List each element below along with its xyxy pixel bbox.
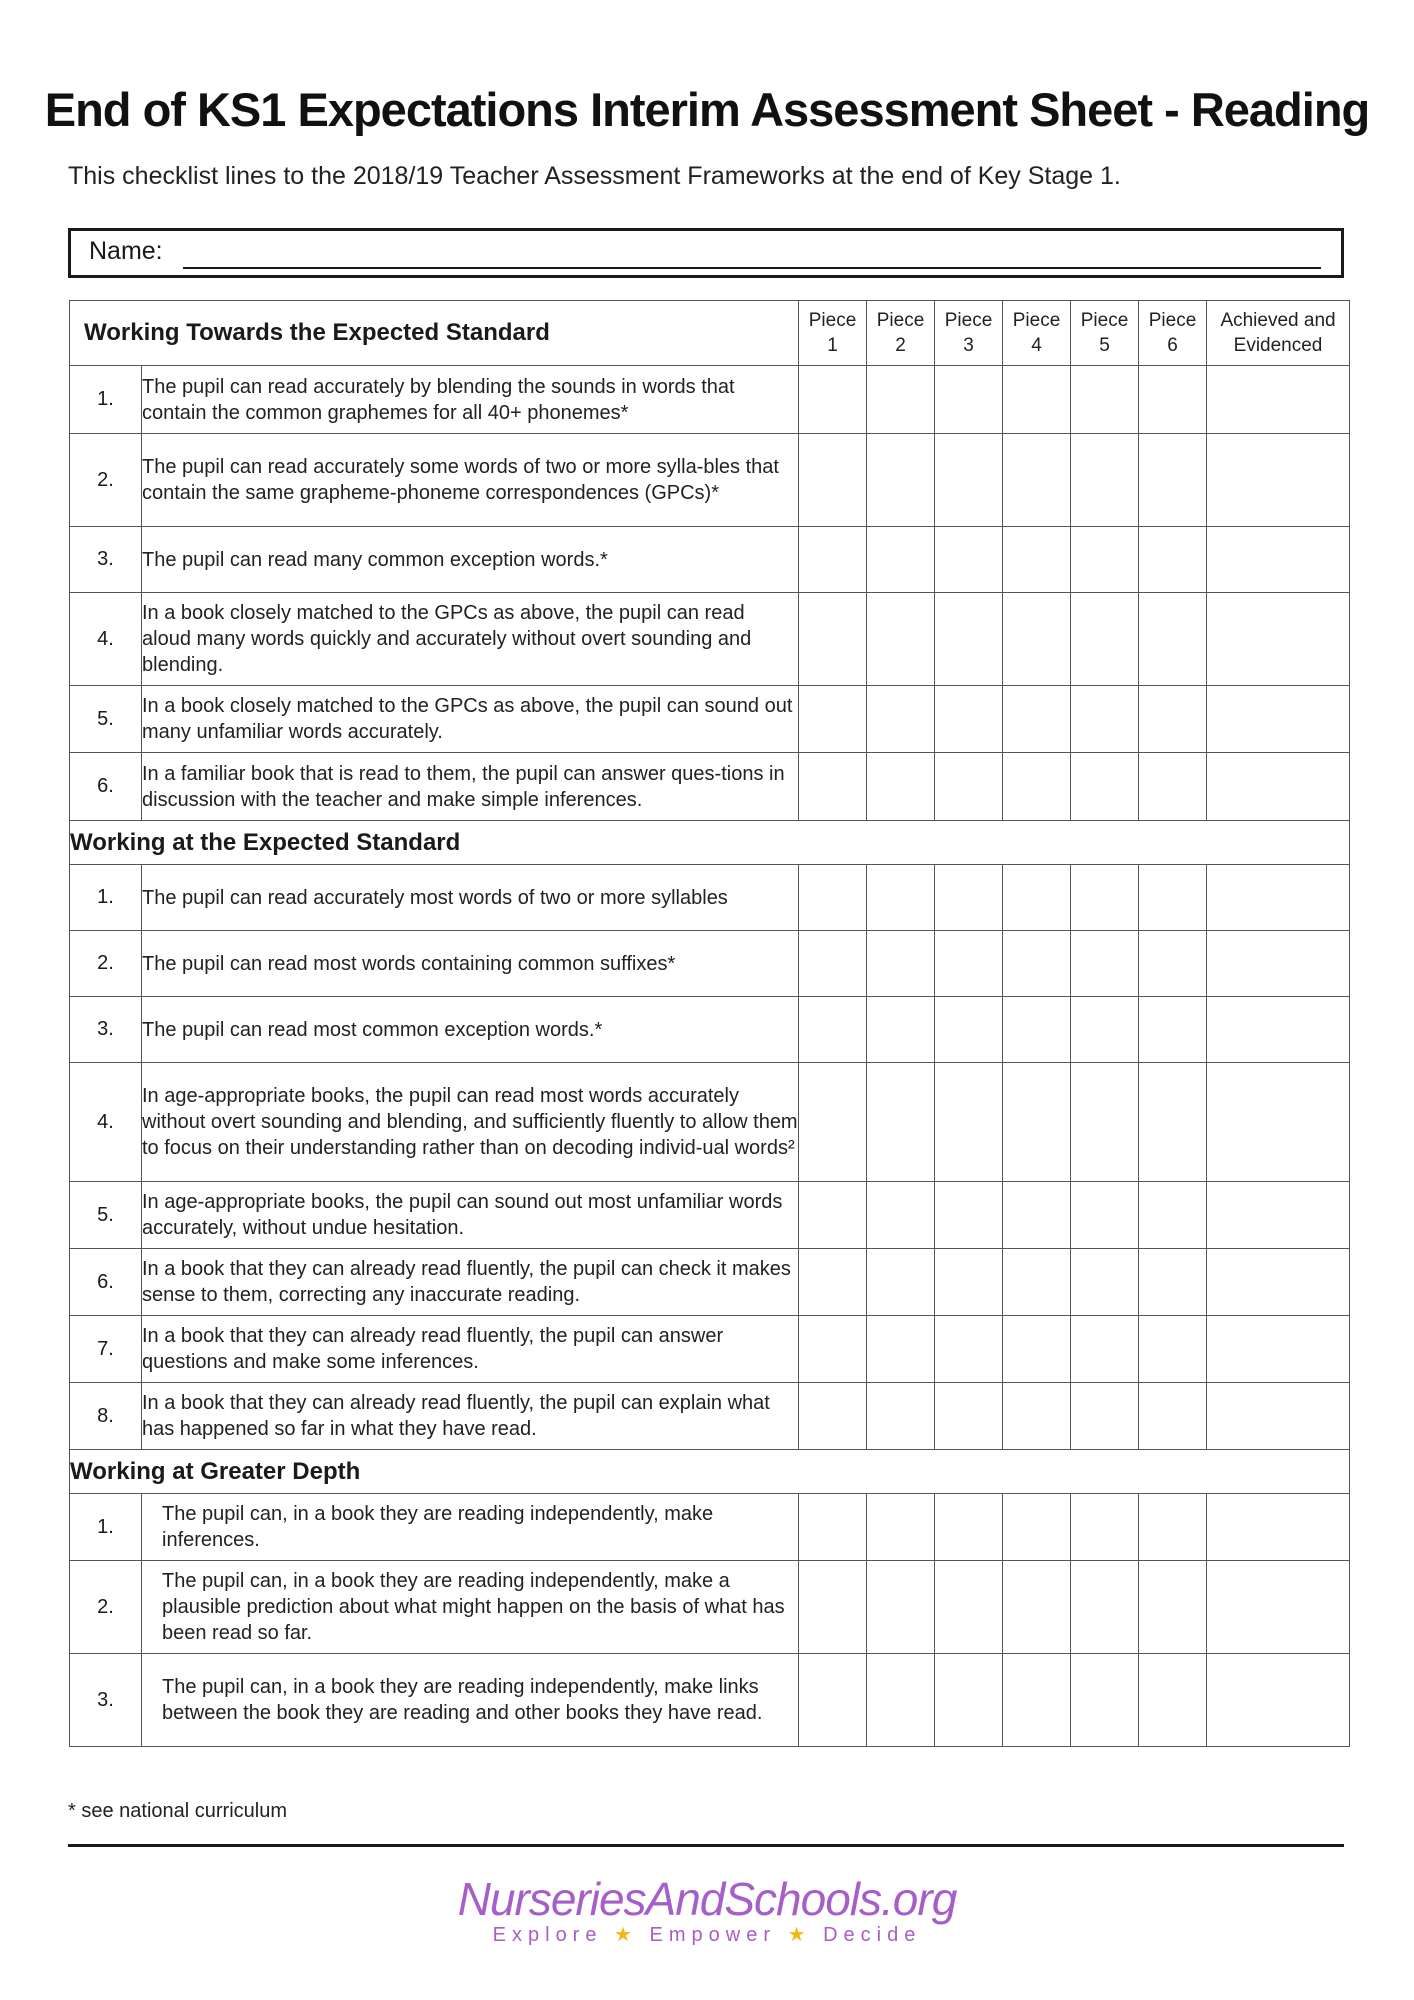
tagline-decide: Decide: [823, 1924, 922, 1946]
tagline-explore: Explore: [492, 1924, 603, 1946]
item-number: 5.: [70, 1182, 142, 1249]
piece-1-cell[interactable]: [799, 527, 867, 593]
achieved-cell[interactable]: [1207, 997, 1350, 1063]
piece-3-cell[interactable]: [935, 686, 1003, 753]
table-row: [70, 686, 1350, 753]
item-description: The pupil can, in a book they are reading independently, make inferences.: [142, 1494, 799, 1561]
item-number: 2.: [70, 931, 142, 997]
piece-3-cell[interactable]: [935, 1494, 1003, 1561]
achieved-cell[interactable]: [1207, 1316, 1350, 1383]
piece-5-cell[interactable]: [1071, 527, 1139, 593]
piece-6-cell[interactable]: [1139, 931, 1207, 997]
assessment-table: [69, 300, 1350, 1747]
piece-6-cell[interactable]: [1139, 997, 1207, 1063]
piece-1-cell[interactable]: [799, 997, 867, 1063]
achieved-cell[interactable]: [1207, 686, 1350, 753]
achieved-label-line1: Achieved and: [1220, 310, 1336, 331]
piece-5-cell[interactable]: [1071, 366, 1139, 434]
piece-3-cell[interactable]: [935, 434, 1003, 527]
item-number: 5.: [70, 686, 142, 753]
piece-3-cell[interactable]: [935, 1249, 1003, 1316]
piece-6-cell[interactable]: [1139, 593, 1207, 686]
piece-5-cell[interactable]: [1071, 686, 1139, 753]
achieved-cell[interactable]: [1207, 931, 1350, 997]
piece-1-cell[interactable]: [799, 593, 867, 686]
piece-2-cell[interactable]: [867, 686, 935, 753]
piece-3-cell[interactable]: [935, 997, 1003, 1063]
piece-4-cell[interactable]: [1003, 1494, 1071, 1561]
piece-3-cell[interactable]: [935, 593, 1003, 686]
column-header-achieved: [1207, 301, 1350, 366]
achieved-cell[interactable]: [1207, 1063, 1350, 1182]
piece-4-cell[interactable]: [1003, 527, 1071, 593]
piece-6-cell[interactable]: [1139, 527, 1207, 593]
piece-3-cell[interactable]: [935, 1561, 1003, 1654]
piece-6-cell[interactable]: [1139, 686, 1207, 753]
piece-6-cell[interactable]: [1139, 865, 1207, 931]
piece-5-cell[interactable]: [1071, 434, 1139, 527]
item-number: 2.: [70, 1561, 142, 1654]
item-number: 3.: [70, 527, 142, 593]
piece-4-cell[interactable]: [1003, 1182, 1071, 1249]
piece-3-cell[interactable]: [935, 1654, 1003, 1747]
piece-number: 3: [963, 335, 974, 356]
piece-2-cell[interactable]: [867, 1182, 935, 1249]
piece-2-cell[interactable]: [867, 434, 935, 527]
name-input-line[interactable]: [183, 267, 1321, 269]
piece-number: 4: [1031, 335, 1042, 356]
achieved-cell[interactable]: [1207, 865, 1350, 931]
achieved-cell[interactable]: [1207, 1182, 1350, 1249]
piece-5-cell[interactable]: [1071, 1561, 1139, 1654]
piece-4-cell[interactable]: [1003, 1561, 1071, 1654]
piece-6-cell[interactable]: [1139, 1316, 1207, 1383]
column-header-piece-1: [799, 301, 867, 366]
achieved-cell[interactable]: [1207, 1561, 1350, 1654]
item-description: In a book that they can already read fluently, the pupil can answer questions and make some inferences.: [142, 1316, 799, 1383]
piece-5-cell[interactable]: [1071, 997, 1139, 1063]
table-row: [70, 593, 1350, 686]
piece-1-cell[interactable]: [799, 1561, 867, 1654]
item-number: 8.: [70, 1383, 142, 1450]
item-description: In age-appropriate books, the pupil can sound out most unfamiliar words accurately, without undue hesitation.: [142, 1182, 799, 1249]
piece-6-cell[interactable]: [1139, 366, 1207, 434]
piece-6-cell[interactable]: [1139, 1494, 1207, 1561]
footer-divider: [68, 1844, 1344, 1847]
star-icon: ★: [614, 1924, 638, 1946]
table-row: [70, 931, 1350, 997]
piece-4-cell[interactable]: [1003, 865, 1071, 931]
piece-3-cell[interactable]: [935, 1063, 1003, 1182]
item-description: In a book that they can already read fluently, the pupil can check it makes sense to them, correcting any inaccurate reading.: [142, 1249, 799, 1316]
item-description: In a book that they can already read fluently, the pupil can explain what has happened so far in what they have read.: [142, 1383, 799, 1450]
piece-6-cell[interactable]: [1139, 1654, 1207, 1747]
name-field-box[interactable]: [68, 228, 1344, 278]
piece-4-cell[interactable]: [1003, 997, 1071, 1063]
star-icon: ★: [787, 1924, 812, 1946]
item-description: In a book closely matched to the GPCs as above, the pupil can sound out many unfamiliar words accurately.: [142, 686, 799, 753]
piece-5-cell[interactable]: [1071, 865, 1139, 931]
table-row: [70, 434, 1350, 527]
table-row: [70, 865, 1350, 931]
piece-1-cell[interactable]: [799, 1182, 867, 1249]
item-number: 3.: [70, 1654, 142, 1747]
piece-1-cell[interactable]: [799, 1494, 867, 1561]
piece-2-cell[interactable]: [867, 1561, 935, 1654]
piece-5-cell[interactable]: [1071, 753, 1139, 821]
piece-4-cell[interactable]: [1003, 753, 1071, 821]
piece-5-cell[interactable]: [1071, 1063, 1139, 1182]
item-description: The pupil can, in a book they are reading independently, make a plausible prediction about what might happen on the basis of what has been read so far.: [142, 1561, 799, 1654]
piece-2-cell[interactable]: [867, 1654, 935, 1747]
name-label: Name:: [89, 237, 163, 265]
piece-2-cell[interactable]: [867, 1063, 935, 1182]
piece-4-cell[interactable]: [1003, 366, 1071, 434]
table-row: [70, 1654, 1350, 1747]
column-header-piece-2: [867, 301, 935, 366]
piece-2-cell[interactable]: [867, 1383, 935, 1450]
piece-number: 5: [1099, 335, 1110, 356]
piece-3-cell[interactable]: [935, 1182, 1003, 1249]
piece-6-cell[interactable]: [1139, 1249, 1207, 1316]
achieved-cell[interactable]: [1207, 1494, 1350, 1561]
piece-5-cell[interactable]: [1071, 1249, 1139, 1316]
piece-number: 1: [827, 335, 838, 356]
item-description: The pupil can read many common exception words.*: [142, 527, 799, 593]
footnote: * see national curriculum: [68, 1800, 287, 1822]
piece-1-cell[interactable]: [799, 686, 867, 753]
piece-1-cell[interactable]: [799, 1249, 867, 1316]
piece-2-cell[interactable]: [867, 753, 935, 821]
achieved-cell[interactable]: [1207, 593, 1350, 686]
piece-3-cell[interactable]: [935, 527, 1003, 593]
item-description: In a familiar book that is read to them, the pupil can answer ques-tions in discussion with the teacher and make simple inferences.: [142, 753, 799, 821]
achieved-cell[interactable]: [1207, 753, 1350, 821]
piece-6-cell[interactable]: [1139, 434, 1207, 527]
piece-1-cell[interactable]: [799, 931, 867, 997]
piece-5-cell[interactable]: [1071, 1494, 1139, 1561]
achieved-cell[interactable]: [1207, 366, 1350, 434]
column-header-piece-3: [935, 301, 1003, 366]
piece-1-cell[interactable]: [799, 1654, 867, 1747]
item-description: In age-appropriate books, the pupil can read most words accurately without overt sounding and blending, and sufficiently fluently to allow them to focus on their understanding rather than on decoding individ-ual words²: [142, 1063, 799, 1182]
piece-2-cell[interactable]: [867, 1494, 935, 1561]
piece-label: Piece: [1080, 310, 1129, 331]
piece-1-cell[interactable]: [799, 1316, 867, 1383]
achieved-cell[interactable]: [1207, 434, 1350, 527]
item-number: 6.: [70, 1249, 142, 1316]
piece-label: Piece: [808, 310, 857, 331]
piece-1-cell[interactable]: [799, 434, 867, 527]
table-row: [70, 1383, 1350, 1450]
piece-3-cell[interactable]: [935, 366, 1003, 434]
page-title: End of KS1 Expectations Interim Assessment Sheet - Reading: [44, 83, 1370, 136]
piece-1-cell[interactable]: [799, 1063, 867, 1182]
piece-4-cell[interactable]: [1003, 931, 1071, 997]
table-row: [70, 997, 1350, 1063]
logo-tagline: [0, 1922, 1414, 1947]
piece-1-cell[interactable]: [799, 1383, 867, 1450]
item-description: The pupil can read accurately by blending the sounds in words that contain the common graphemes for all 40+ phonemes*: [142, 366, 799, 434]
achieved-cell[interactable]: [1207, 1654, 1350, 1747]
piece-2-cell[interactable]: [867, 1249, 935, 1316]
item-number: 6.: [70, 753, 142, 821]
piece-3-cell[interactable]: [935, 753, 1003, 821]
table-row: [70, 1249, 1350, 1316]
piece-3-cell[interactable]: [935, 1316, 1003, 1383]
piece-3-cell[interactable]: [935, 931, 1003, 997]
table-header-row: [70, 301, 1350, 366]
table-row: [70, 1182, 1350, 1249]
page-subtitle: This checklist lines to the 2018/19 Teacher Assessment Frameworks at the end of Key Stage 1.: [68, 162, 1121, 190]
brand-logo: [0, 1872, 1414, 1947]
item-number: 4.: [70, 1063, 142, 1182]
item-number: 4.: [70, 593, 142, 686]
piece-1-cell[interactable]: [799, 366, 867, 434]
item-description: The pupil can read most common exception words.*: [142, 997, 799, 1063]
piece-5-cell[interactable]: [1071, 1654, 1139, 1747]
piece-4-cell[interactable]: [1003, 593, 1071, 686]
item-description: In a book closely matched to the GPCs as above, the pupil can read aloud many words quickly and accurately without overt sounding and blending.: [142, 593, 799, 686]
piece-4-cell[interactable]: [1003, 1383, 1071, 1450]
piece-5-cell[interactable]: [1071, 1182, 1139, 1249]
section-heading: Working at Greater Depth: [70, 1450, 1350, 1494]
item-number: 1.: [70, 366, 142, 434]
item-number: 2.: [70, 434, 142, 527]
piece-2-cell[interactable]: [867, 366, 935, 434]
item-number: 1.: [70, 1494, 142, 1561]
item-description: The pupil can, in a book they are reading independently, make links between the book they are reading and other books they have read.: [142, 1654, 799, 1747]
section-heading: Working at the Expected Standard: [70, 821, 1350, 865]
piece-2-cell[interactable]: [867, 865, 935, 931]
piece-2-cell[interactable]: [867, 593, 935, 686]
item-number: 7.: [70, 1316, 142, 1383]
piece-2-cell[interactable]: [867, 527, 935, 593]
achieved-cell[interactable]: [1207, 1383, 1350, 1450]
piece-number: 6: [1167, 335, 1178, 356]
table-row: [70, 753, 1350, 821]
piece-6-cell[interactable]: [1139, 1182, 1207, 1249]
piece-5-cell[interactable]: [1071, 1316, 1139, 1383]
table-row: [70, 1063, 1350, 1182]
piece-6-cell[interactable]: [1139, 1063, 1207, 1182]
piece-label: Piece: [944, 310, 993, 331]
logo-wordmark: NurseriesAndSchools.org: [457, 1873, 957, 1925]
column-header-piece-5: [1071, 301, 1139, 366]
piece-4-cell[interactable]: [1003, 1654, 1071, 1747]
piece-1-cell[interactable]: [799, 753, 867, 821]
piece-4-cell[interactable]: [1003, 1249, 1071, 1316]
table-row: [70, 1561, 1350, 1654]
piece-6-cell[interactable]: [1139, 1383, 1207, 1450]
piece-5-cell[interactable]: [1071, 1383, 1139, 1450]
table-row: [70, 366, 1350, 434]
item-description: The pupil can read accurately some words of two or more sylla-bles that contain the same grapheme-phoneme correspondences (GPCs)*: [142, 434, 799, 527]
piece-1-cell[interactable]: [799, 865, 867, 931]
piece-4-cell[interactable]: [1003, 686, 1071, 753]
piece-2-cell[interactable]: [867, 931, 935, 997]
table-row: [70, 1494, 1350, 1561]
piece-5-cell[interactable]: [1071, 931, 1139, 997]
piece-2-cell[interactable]: [867, 1316, 935, 1383]
achieved-label-line2: Evidenced: [1233, 335, 1323, 356]
item-number: 3.: [70, 997, 142, 1063]
item-description: The pupil can read most words containing common suffixes*: [142, 931, 799, 997]
section-heading-row: [70, 821, 1350, 865]
column-header-piece-6: [1139, 301, 1207, 366]
piece-label: Piece: [1148, 310, 1197, 331]
piece-2-cell[interactable]: [867, 997, 935, 1063]
piece-label: Piece: [876, 310, 925, 331]
piece-4-cell[interactable]: [1003, 1063, 1071, 1182]
section-heading-row: [70, 1450, 1350, 1494]
item-description: The pupil can read accurately most words of two or more syllables: [142, 865, 799, 931]
achieved-cell[interactable]: [1207, 527, 1350, 593]
column-header-piece-4: [1003, 301, 1071, 366]
piece-label: Piece: [1012, 310, 1061, 331]
piece-6-cell[interactable]: [1139, 1561, 1207, 1654]
piece-4-cell[interactable]: [1003, 1316, 1071, 1383]
achieved-cell[interactable]: [1207, 1249, 1350, 1316]
piece-6-cell[interactable]: [1139, 753, 1207, 821]
table-row: [70, 1316, 1350, 1383]
item-number: 1.: [70, 865, 142, 931]
piece-3-cell[interactable]: [935, 865, 1003, 931]
piece-3-cell[interactable]: [935, 1383, 1003, 1450]
piece-4-cell[interactable]: [1003, 434, 1071, 527]
table-row: [70, 527, 1350, 593]
section-heading: Working Towards the Expected Standard: [70, 301, 799, 366]
piece-5-cell[interactable]: [1071, 593, 1139, 686]
piece-number: 2: [895, 335, 906, 356]
tagline-empower: Empower: [649, 1924, 777, 1946]
